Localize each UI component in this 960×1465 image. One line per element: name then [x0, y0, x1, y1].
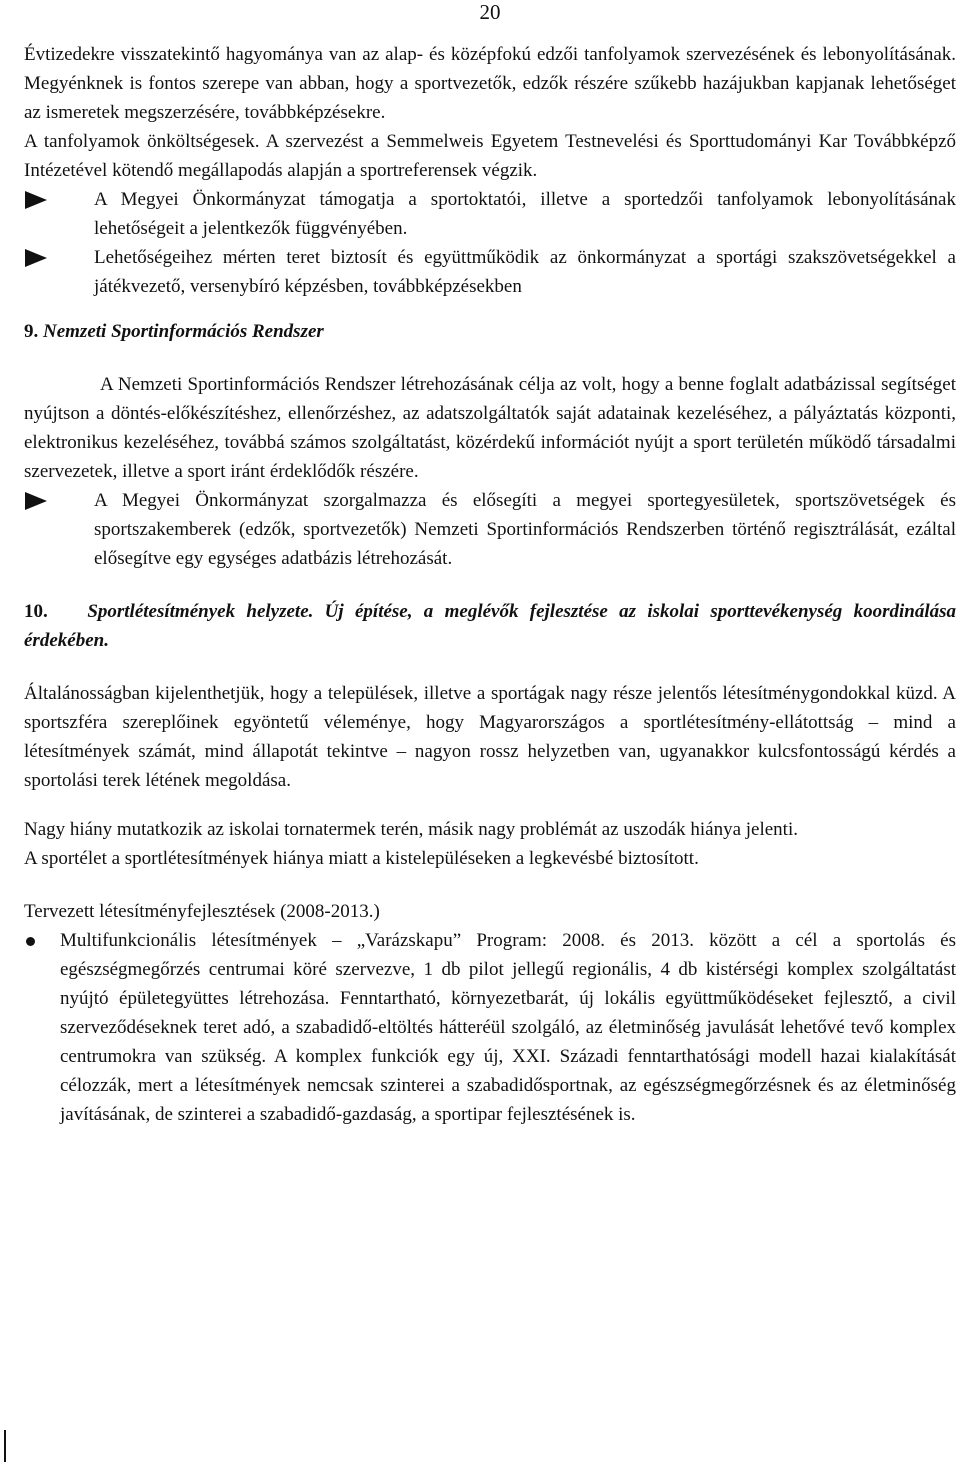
bullet-list-item	[24, 926, 956, 1129]
section-heading-10	[24, 597, 956, 655]
paragraph-school-gyms: Nagy hiány mutatkozik az iskolai tornatermek terén, másik nagy problémát az uszodák hiánya jelenti.	[24, 819, 798, 840]
paragraph-course-costs: A tanfolyamok önköltségesek. A szervezést a Semmelweis Egyetem Testnevelési és Sporttudományi Kar Továbbképző Intézetével kötendő megállapodás alapján a sportreferensek végzik.	[24, 131, 956, 181]
arrow-item-text: A Megyei Önkormányzat szorgalmazza és elősegíti a megyei sportegyesületek, sportszövetségek és sportszakemberek (edzők, sportvezetők) Nemzeti Sportinformációs Rendszerben történő regisztrálását, ezáltal elősegítve egy egységes adatbázis létrehozását.	[94, 490, 956, 569]
bullet-item-text: Multifunkcionális létesítmények – „Varázskapu” Program: 2008. és 2013. között a cél a sportolás és egészségmegőrzés centrumai köré szervezve, 1 db pilot jellegű regionális, 4 db kistérségi komplex szolgáltatást nyújtó épületegyüttes létrehozása. Fenntartható, környezetbarát, új lokális együttműködéseket fejlesztő, a civil szerveződéseknek teret adó, a szabadidő-eltöltés hátteréül szolgáló, az életminőség javulását lehetővé tevő komplex centrumokra van szükség. A komplex funkciók egy új, XXI. Századi fenntarthatósági modell hazai kialakítását célozzák, mert a létesítmények nemcsak szinterei a szabadidősportnak, az egészségmegőrzésnek és az életminőség javításának, de szinterei a szabadidő-gazdaság, a sportipar fejlesztésének is.	[60, 930, 956, 1125]
section-heading-9	[24, 317, 956, 346]
paragraph-coaching-tradition: Évtizedekre visszatekintő hagyománya van az alap- és középfokú edzői tanfolyamok szervezésének és lebonyolításának. Megyénknek is fontos szerepe van abban, hogy a sportvezetők, edzők részére szűkebb hazájukban kapjanak lehetőséget az ismeretek megszerzésére, továbbképzésekre.	[24, 44, 956, 123]
arrow-item-text: A Megyei Önkormányzat támogatja a sportoktatói, illetve a sportedzői tanfolyamok lebonyolításának lehetőségeit a jelentkezők függvényében.	[94, 189, 956, 239]
arrow-bullet-icon	[24, 185, 94, 214]
arrow-bullet-icon	[24, 243, 94, 272]
arrow-bullet-icon	[24, 486, 94, 515]
paragraph-facility-problems: Általánosságban kijelenthetjük, hogy a települések, illetve a sportágak nagy része jelentős létesítménygondokkal küzd. A sportszféra szereplőinek egyöntetű véleménye, hogy Magyarországos a sportlétesítmény-ellátottság – mind a létesítmények számát, mind állapotát tekintve – nagyon rossz helyzetben van, ugyanakkor kulcsfontosságú kérdés a sportolási terek létének megoldása.	[24, 683, 956, 791]
section-number: 9.	[24, 321, 39, 342]
paragraph-small-settlements: A sportélet a sportlétesítmények hiánya miatt a kistelepüléseken a legkevésbé biztosított.	[24, 848, 699, 869]
paragraph-sport-info-system: A Nemzeti Sportinformációs Rendszer létrehozásának célja az volt, hogy a benne foglalt adatbázissal segítséget nyújtson a döntés-előkészítéshez, ellenőrzéshez, az adatszolgáltatók saját adatainak kezeléséhez, a pályáztatás központi, elektronikus kezeléséhez, továbbá számos szolgáltatást, közérdekű információt nyújt a sport területén működő társadalmi szervezetek, illetve a sport iránt érdeklődők részére.	[24, 374, 956, 482]
arrow-list-item	[24, 243, 956, 301]
margin-change-bar	[4, 1430, 6, 1462]
section-title: Sportlétesítmények helyzete. Új építése, a meglévők fejlesztése az iskolai sporttevékenység koordinálása érdekében.	[24, 601, 957, 651]
section-title: Nemzeti Sportinformációs Rendszer	[43, 321, 324, 342]
arrow-item-text: Lehetőségeihez mérten teret biztosít és együttműködik az önkormányzat a sportági szakszövetségekkel a játékvezető, versenybíró képzésben, továbbképzésekben	[94, 247, 956, 297]
bullet-dot-icon	[24, 926, 60, 955]
section-number: 10.	[24, 601, 48, 622]
page-number: 20	[479, 0, 501, 24]
arrow-list-item	[24, 185, 956, 243]
document-body	[24, 40, 956, 1129]
arrow-list-item	[24, 486, 956, 573]
paragraph-planned-developments: Tervezett létesítményfejlesztések (2008-2013.)	[24, 901, 380, 922]
